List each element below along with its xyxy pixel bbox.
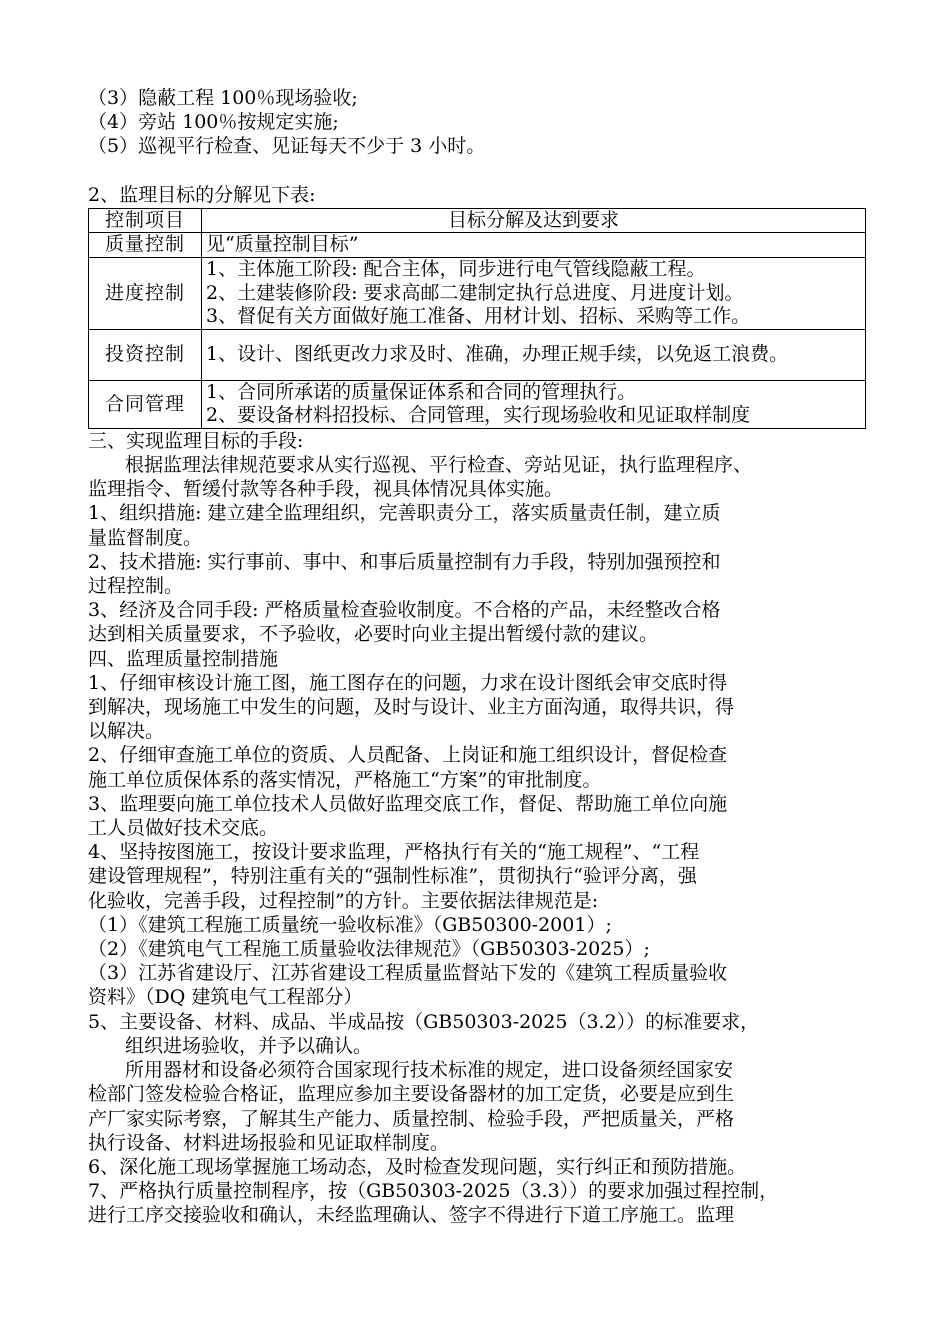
body-line: 组织进场验收，并予以确认。 xyxy=(125,1034,373,1057)
body-line: 工人员做好技术交底。 xyxy=(88,817,279,840)
body-line: 监理指令、暂缓付款等各种手段，视具体情况具体实施。 xyxy=(88,478,564,501)
body-line: 施工单位质保体系的落实情况，严格施工“方案”的审批制度。 xyxy=(88,768,602,791)
header-cell-goal: 目标分解及达到要求 xyxy=(202,208,866,233)
table-row-progress xyxy=(89,257,866,329)
body-line: 化验收，完善手段，过程控制”的方针。主要依据法律规范是: xyxy=(88,889,599,912)
body-line: 1、组织措施: 建立建全监理组织，完善职责分工，落实质量责任制，建立质 xyxy=(88,502,721,525)
supervision-goal-table xyxy=(88,208,866,429)
body-line: 2、仔细审查施工单位的资质、人员配备、上岗证和施工组织设计，督促检查 xyxy=(88,744,728,767)
intro-line: （4）旁站 100％按规定实施; xyxy=(88,111,339,134)
body-line: 所用器材和设备必须符合国家现行技术标准的规定，进口设备须经国家安 xyxy=(125,1059,734,1082)
body-line: 达到相关质量要求，不予验收，必要时向业主提出暂缓付款的建议。 xyxy=(88,623,659,646)
table-title: 2、监理目标的分解见下表: xyxy=(88,183,316,206)
intro-line: （5）巡视平行检查、见证每天不少于 3 小时。 xyxy=(88,135,486,158)
body-line: 执行设备、材料进场报验和见证取样制度。 xyxy=(88,1131,450,1154)
goal-line: 见“质量控制目标” xyxy=(206,233,359,256)
body-line: 5、主要设备、材料、成品、半成品按（GB50303-2025（3.2））的标准要求， xyxy=(88,1010,760,1033)
body-line: 四、监理质量控制措施 xyxy=(88,647,279,670)
body-line: （3）江苏省建设厅、江苏省建设工程质量监督站下发的《建筑工程质量验收 xyxy=(88,962,728,985)
blank-line xyxy=(88,159,866,183)
table-row-contract xyxy=(89,380,866,428)
body-line: 1、仔细审核设计施工图，施工图存在的问题，力求在设计图纸会审交底时得 xyxy=(88,671,728,694)
table-header-row xyxy=(89,208,866,233)
body-line: 根据监理法律规范要求从实行巡视、平行检查、旁站见证，执行监理程序、 xyxy=(125,454,753,477)
body-line: 过程控制。 xyxy=(88,575,184,598)
body-line: 进行工序交接验收和确认，未经监理确认、签字不得进行下道工序施工。监理 xyxy=(88,1204,735,1227)
header-cell-item: 控制项目 xyxy=(89,208,202,233)
body-line: 7、严格执行质量控制程序，按（GB50303-2025（3.3））的要求加强过程控制， xyxy=(88,1180,779,1203)
row-item-cell: 质量控制 xyxy=(89,233,202,258)
row-goal-cell xyxy=(202,257,866,329)
row-goal-cell xyxy=(202,329,866,380)
body-line: 3、经济及合同手段: 严格质量检查验收制度。不合格的产品，未经整改合格 xyxy=(88,599,721,622)
body-line: 3、监理要向施工单位技术人员做好监理交底工作，督促、帮助施工单位向施 xyxy=(88,792,728,815)
body-line: 三、实现监理目标的手段: xyxy=(88,429,304,452)
goal-line: 3、督促有关方面做好施工准备、用材计划、招标、采购等工作。 xyxy=(206,305,751,328)
row-goal-cell xyxy=(202,380,866,428)
body-line: （2）《建筑电气工程施工质量验收法律规范》（GB50303-2025）; xyxy=(88,938,650,961)
body-line: 6、深化施工现场掌握施工场动态，及时检查发现问题，实行纠正和预防措施。 xyxy=(88,1155,747,1178)
row-item-cell: 投资控制 xyxy=(89,329,202,380)
goal-line: 1、主体施工阶段: 配合主体，同步进行电气管线隐蔽工程。 xyxy=(206,258,706,281)
body-line: 2、技术措施: 实行事前、事中、和事后质量控制有力手段，特别加强预控和 xyxy=(88,550,721,573)
body-line: 建设管理规程”，特别注重有关的“强制性标准”，贯彻执行“验评分离，强 xyxy=(88,865,697,888)
table-row-investment xyxy=(89,329,866,380)
table-row-quality xyxy=(89,233,866,258)
goal-line: 1、合同所承诺的质量保证体系和合同的管理执行。 xyxy=(206,380,637,403)
row-goal-cell xyxy=(202,233,866,258)
row-item-cell: 合同管理 xyxy=(89,380,202,428)
body-line: 检部门签发检验合格证，监理应参加主要设备器材的加工定货，必要是应到生 xyxy=(88,1083,735,1106)
body-line: 量监督制度。 xyxy=(88,526,203,549)
intro-line: （3）隐蔽工程 100％现场验收; xyxy=(88,87,358,109)
goal-line: 2、土建装修阶段: 要求高邮二建制定执行总进度、月进度计划。 xyxy=(206,281,744,304)
row-item-cell: 进度控制 xyxy=(89,257,202,329)
body-line: 资料》（DQ 建筑电气工程部分） xyxy=(88,986,363,1009)
goal-line: 1、设计、图纸更改力求及时、准确，办理正规手续，以免返工浪费。 xyxy=(206,343,789,366)
body-line: 4、坚持按图施工，按设计要求监理，严格执行有关的“施工规程”、“工程 xyxy=(88,841,700,864)
body-line: 以解决。 xyxy=(88,720,165,743)
body-line: 产厂家实际考察，了解其生产能力、质量控制、检验手段，严把质量关，严格 xyxy=(88,1107,735,1130)
intro-list xyxy=(88,86,866,159)
body-line: （1）《建筑工程施工质量统一验收标准》（GB50300-2001）; xyxy=(88,913,612,936)
document-page xyxy=(88,86,866,1228)
body-line: 到解决，现场施工中发生的问题，及时与设计、业主方面沟通，取得共识，得 xyxy=(88,696,735,719)
goal-line: 2、要设备材料招投标、合同管理，实行现场验收和见证取样制度 xyxy=(206,404,751,427)
body-text xyxy=(88,429,866,1228)
